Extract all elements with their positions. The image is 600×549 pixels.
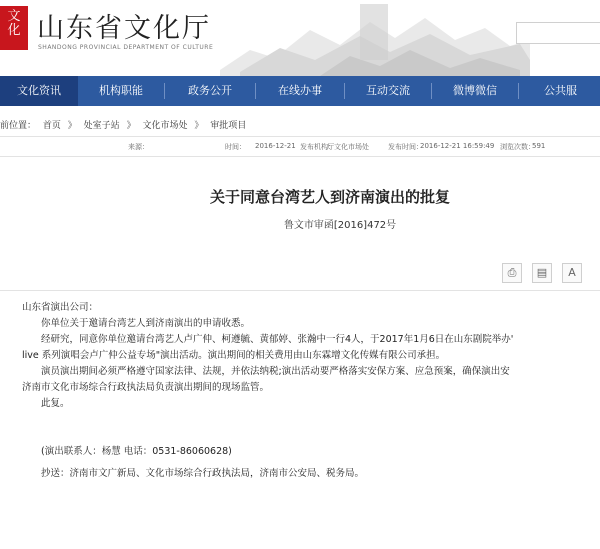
search-input[interactable] [516,22,600,44]
cc-list: 抄送：济南市文广新局、文化市场综合行政执法局，济南市公安局、税务局。 [41,468,365,479]
breadcrumb-sep: 》 [126,121,136,131]
divider [0,290,600,291]
breadcrumb-prefix: 前位置： [0,121,37,131]
logo-seal[interactable]: 文 化 [0,6,28,50]
nav-item-public[interactable]: 公共服 [544,84,577,97]
nav-item-interact[interactable]: 互动交流 [366,84,410,97]
divider [0,156,600,157]
nav-item-weibo[interactable]: 微博微信 [453,84,497,97]
paragraph: 济南市文化市场综合行政执法局负责演出期间的现场监管。 [22,382,270,393]
meta-date-label: 时间： [225,143,246,151]
breadcrumb-sep: 》 [67,121,77,131]
nav-item-online[interactable]: 在线办事 [278,84,322,97]
paragraph: 演员演出期间必须严格遵守国家法律、法规，并依法纳税;演出活动要严格落实安保方案、应急预案，确保演出安 [41,366,510,377]
meta-source-label: 来源： [128,143,149,151]
nav-item-news[interactable]: 文化资讯 [0,76,78,106]
site-header [0,0,600,76]
addressee: 山东省演出公司： [22,302,99,313]
nav-item-org[interactable]: 机构职能 [99,84,143,97]
spacer [22,412,600,444]
meta-date: 2016-12-21 [255,142,296,150]
print-icon[interactable]: ⎙ [502,263,522,283]
meta-dept: 厅文化市场处 [327,143,369,151]
meta-dept-label: 发布机构： [300,143,335,151]
breadcrumb-approval[interactable]: 审批项目 [210,121,247,131]
paragraph: live 系列演唱会卢广仲公益专场"演出活动。演出期间的相关费用由山东霖增文化传媒有限公司承担。 [22,350,446,361]
meta-updated: 2016-12-21 16:59:49 [420,142,495,150]
breadcrumb-home[interactable]: 首页 [42,121,61,131]
paragraph: 你单位关于邀请台湾艺人到济南演出的申请收悉。 [41,318,251,329]
nav-divider [518,83,519,99]
nav-item-gov[interactable]: 政务公开 [188,84,232,97]
meta-updated-label: 发布时间： [388,143,423,151]
contact-info: (演出联系人：杨慧 电话：0531-86060628) [41,446,232,457]
breadcrumb-market-office[interactable]: 文化市场处 [142,121,188,131]
document-number: 鲁文市审函[2016]472号 [283,220,397,231]
breadcrumb-dept-site[interactable]: 处室子站 [83,121,120,131]
meta-views: 591 [532,142,546,150]
article-body [22,300,600,482]
paragraph: 经研究，同意你单位邀请台湾艺人卢广仲、柯遵毓、黄郁婷、张瀚中一行4人，于2017年1月6日在山东剧院举办' [41,334,514,345]
breadcrumb [0,118,250,131]
save-icon[interactable]: ▤ [532,263,552,283]
breadcrumb-sep: 》 [194,121,204,131]
divider [0,136,600,137]
article-title: 关于同意台湾艺人到济南演出的批复 [209,188,450,206]
main-nav [0,76,600,106]
font-size-icon[interactable]: A [562,263,582,283]
closing: 此复。 [41,398,70,409]
site-title[interactable]: 山东省文化厅 [37,13,211,44]
meta-views-label: 浏览次数： [500,143,535,151]
mountain-painting [220,0,530,76]
related-links-strip [0,536,600,549]
site-subtitle: SHANDONG PROVINCIAL DEPARTMENT OF CULTURE [38,44,214,51]
